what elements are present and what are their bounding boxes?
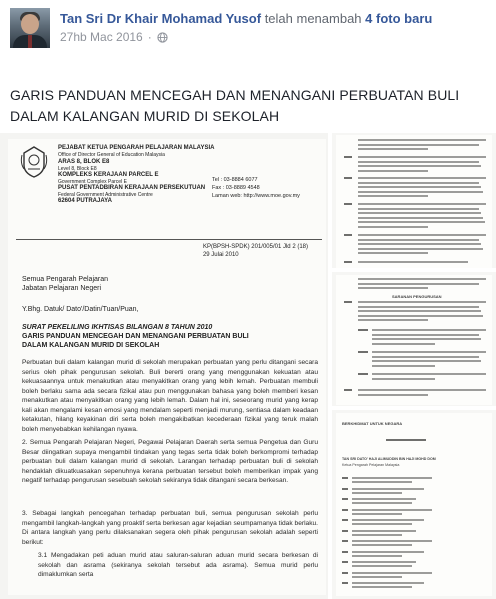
document-text-line — [372, 378, 435, 380]
document-text-line — [344, 177, 352, 179]
photo-4[interactable] — [332, 410, 496, 599]
document-text-line — [372, 338, 481, 340]
document-text-line — [342, 551, 348, 553]
document-text-line — [358, 394, 428, 396]
document-text-line — [358, 329, 368, 331]
globe-icon[interactable] — [157, 32, 168, 43]
reference-block — [203, 243, 308, 259]
document-text-line — [372, 329, 486, 331]
recipient-line: Jabatan Pelajaran Negeri — [22, 285, 101, 292]
document-text-line — [352, 481, 412, 483]
document-text-line — [372, 365, 435, 367]
post-action-text: telah menambah — [264, 11, 362, 26]
letterhead-line: 62604 PUTRAJAYA — [58, 198, 112, 204]
document-text-line — [358, 310, 481, 312]
letterhead-line: Government Complex Parcel E — [58, 179, 127, 185]
document-text-line — [358, 301, 486, 303]
document-text-line — [358, 182, 479, 184]
document-text-line — [358, 287, 428, 289]
document-text-line — [358, 177, 486, 179]
page-4-heading: BERKHIDMAT UNTUK NEGARA — [342, 421, 403, 426]
document-text-line — [358, 165, 481, 167]
document-text-line — [358, 243, 481, 245]
photo-3[interactable] — [332, 272, 496, 408]
document-text-line — [372, 343, 435, 345]
document-text-line — [358, 217, 483, 219]
document-text-line — [352, 586, 412, 588]
document-text-line — [344, 301, 352, 303]
letterhead-line: ARAS 8, BLOK E8 — [58, 159, 110, 165]
paragraph-3-1: 3.1 Mengadakan peti aduan murid atau saluran-saluran aduan murid secara berkesan di sekolah dan asrama (sekiranya sekolah tersebut ada asrama). Semua murid perlu dimaklumkan serta — [38, 552, 318, 578]
document-text-line — [342, 561, 348, 563]
document-text-line — [358, 373, 368, 375]
document-text-line — [358, 148, 428, 150]
document-text-line — [358, 208, 479, 210]
meta-separator: · — [147, 30, 152, 44]
document-text-line — [342, 519, 348, 521]
document-text-line — [344, 389, 352, 391]
document-text-line — [352, 561, 416, 563]
document-text-line — [358, 203, 486, 205]
contact-line: Tel : 03-8884 6077 — [212, 177, 258, 183]
reference-number: KP(BPSH-SPDK) 201/005/01 Jld 2 (18) — [202, 244, 308, 250]
document-text-line — [358, 221, 485, 223]
document-text-line — [342, 530, 348, 532]
document-text-line — [358, 161, 479, 163]
document-text-line — [358, 195, 428, 197]
contact-line: Laman web: http://www.moe.gov.my — [212, 193, 300, 199]
document-text-line — [352, 540, 432, 542]
document-text-line — [352, 572, 432, 574]
document-text-line — [358, 239, 479, 241]
author-name-link[interactable]: Tan Sri Dr Khair Mohamad Yusof — [60, 11, 262, 26]
document-text-line — [386, 439, 426, 441]
document-page-4 — [336, 413, 492, 596]
document-text-line — [358, 252, 428, 254]
document-text-line — [372, 351, 486, 353]
document-text-line — [344, 156, 352, 158]
salutation: Y.Bhg. Datuk/ Dato'/Datin/Tuan/Puan, — [22, 306, 139, 313]
letterhead-line: KOMPLEKS KERAJAAN PARCEL E — [58, 172, 159, 178]
recipient-line: Semua Pengarah Pelajaran — [22, 276, 109, 283]
document-text-line — [352, 551, 424, 553]
document-text-line — [358, 144, 479, 146]
document-text-line — [358, 389, 486, 391]
page-4-role: Ketua Pengarah Pelajaran Malaysia — [342, 463, 400, 467]
subject-line: GARIS PANDUAN MENCEGAH DAN MENANGANI PERBUATAN BULI — [22, 333, 249, 340]
document-text-line — [342, 477, 348, 479]
document-text-line — [352, 534, 402, 536]
document-text-line — [358, 186, 481, 188]
document-text-line — [372, 334, 479, 336]
document-text-line — [358, 234, 486, 236]
document-text-line — [358, 226, 428, 228]
document-text-line — [342, 488, 348, 490]
document-text-line — [352, 576, 402, 578]
document-text-line — [352, 519, 424, 521]
document-text-line — [358, 261, 468, 263]
document-text-line — [352, 498, 416, 500]
document-text-line — [358, 319, 428, 321]
document-text-line — [342, 582, 348, 584]
post-meta — [60, 30, 168, 45]
document-text-line — [352, 544, 412, 546]
document-text-line — [352, 502, 412, 504]
document-text-line — [352, 477, 432, 479]
letterhead-line: PEJABAT KETUA PENGARAH PELAJARAN MALAYSIA — [58, 145, 215, 151]
document-text-line — [342, 498, 348, 500]
photo-grid — [0, 133, 496, 599]
post-text: GARIS PANDUAN MENCEGAH DAN MENANGANI PERBUATAN BULI DALAM KALANGAN MURID DI SEKOLAH — [10, 87, 460, 124]
letterhead-line: PUSAT PENTADBIRAN KERAJAAN PERSEKUTUAN — [58, 185, 206, 191]
document-page-2 — [336, 135, 492, 268]
document-text-line — [358, 139, 486, 141]
paragraph-2: 2. Semua Pengarah Pelajaran Negeri, Pegawai Pelajaran Daerah serta semua Pengetua dan Guru Besar diingatkan supaya mengambil tindakan yang tegas serta tidak boleh berkompromi terhadap perbuatan buli dalam kalangan murid di sekolah. Larangan terhadap perbuatan buli di sekolah hendaklah dikuatkuasakan sepenuhnya kerana perbuatan tersebut boleh memberikan impak yang negatif terhadap pengurusan sesebuah sekolah sekiranya tidak ditangani secara berkesan. — [22, 439, 318, 484]
document-page-3 — [336, 275, 492, 405]
photo-1[interactable] — [0, 133, 330, 599]
document-text-line — [358, 248, 483, 250]
document-text-line — [358, 306, 479, 308]
paragraph-3: 3. Sebagai langkah pencegahan terhadap perbuatan buli, semua pengurusan sekolah perlu mengambil langkah-langkah yang proaktif serta berkesan agar kejadian seumpamanya tidak berlaku. Di antara langkah yang perlu dilaksanakan segera oleh pihak pengurusan sekolah adalah seperti berikut: — [22, 510, 318, 546]
photo-2[interactable] — [332, 133, 496, 270]
letterhead-divider — [16, 239, 322, 240]
page-4-signatory: TAN SRI DATO' HAJI ALIMUDDIN BIN HAJI MOHD DOM — [342, 457, 436, 461]
document-text-line — [372, 373, 486, 375]
document-text-line — [352, 488, 424, 490]
letterhead-line: Office of Director General of Education Malaysia — [58, 152, 165, 158]
document-text-line — [372, 356, 479, 358]
document-text-line — [342, 540, 348, 542]
post-timestamp-link[interactable]: 27hb Mac 2016 — [60, 30, 143, 44]
document-text-line — [358, 191, 483, 193]
document-text-line — [358, 315, 483, 317]
document-text-line — [358, 212, 481, 214]
document-text-line — [342, 509, 348, 511]
document-text-line — [352, 513, 402, 515]
document-text-line — [358, 156, 486, 158]
document-text-line — [352, 555, 402, 557]
document-text-line — [358, 170, 428, 172]
document-text-line — [352, 530, 416, 532]
circular-title: SURAT PEKELILING IKHTISAS BILANGAN 8 TAHUN 2010 — [22, 324, 213, 331]
page-3-item-label: SARANAN PENGURUSAN — [392, 294, 442, 299]
document-text-line — [344, 203, 352, 205]
document-text-line — [344, 234, 352, 236]
subject-line: DALAM KALANGAN MURID DI SEKOLAH — [22, 342, 160, 349]
document-page-1 — [8, 139, 326, 595]
author-avatar[interactable] — [10, 8, 50, 48]
document-text-line — [352, 565, 412, 567]
document-text-line — [372, 360, 481, 362]
post-header — [10, 8, 486, 56]
paragraph-1: Perbuatan buli dalam kalangan murid di sekolah merupakan perbuatan yang perlu ditangani secara serius oleh pihak pengurusan sekolah. Buli bererti orang yang menggunakan kekuatan atau kekuasaannya untuk menakutkan atau menyakitkan orang yang lebih lemah. Perbuatan membuli boleh berlaku sama ada secara fizikal atau pun menggunakan bahasa yang boleh memberi kesan menakutkan atau menyakitkan orang yang lebih lemah. Dalam hal ini, seseorang murid yang kerap kali akan mengalami kesan emosi yang mendalam seperti menjadi murung, sentiasa dalam keadaan ketakutan, hilang keyakinan diri serta boleh mengakibatkan kecederaan fizikal yang teruk malah boleh menyebabkan kehilangan nyawa. — [22, 359, 318, 433]
document-text-line — [352, 509, 432, 511]
document-text-line — [352, 492, 402, 494]
letterhead-line: Federal Government Administrative Centre — [58, 192, 153, 198]
document-text-line — [358, 283, 479, 285]
crest-icon — [20, 145, 48, 179]
photo-count-link[interactable]: 4 foto baru — [365, 11, 433, 26]
document-text-line — [358, 278, 486, 280]
document-text-line — [358, 351, 368, 353]
document-text-line — [352, 582, 424, 584]
letter-date: 29 Julai 2010 — [202, 252, 239, 258]
document-text-line — [352, 523, 412, 525]
document-text-line — [342, 572, 348, 574]
post-header-line — [60, 11, 432, 27]
letterhead-line: Level 8, Block E8 — [58, 166, 97, 172]
document-text-line — [344, 261, 352, 263]
contact-line: Fax : 03-8889 4548 — [212, 185, 260, 191]
